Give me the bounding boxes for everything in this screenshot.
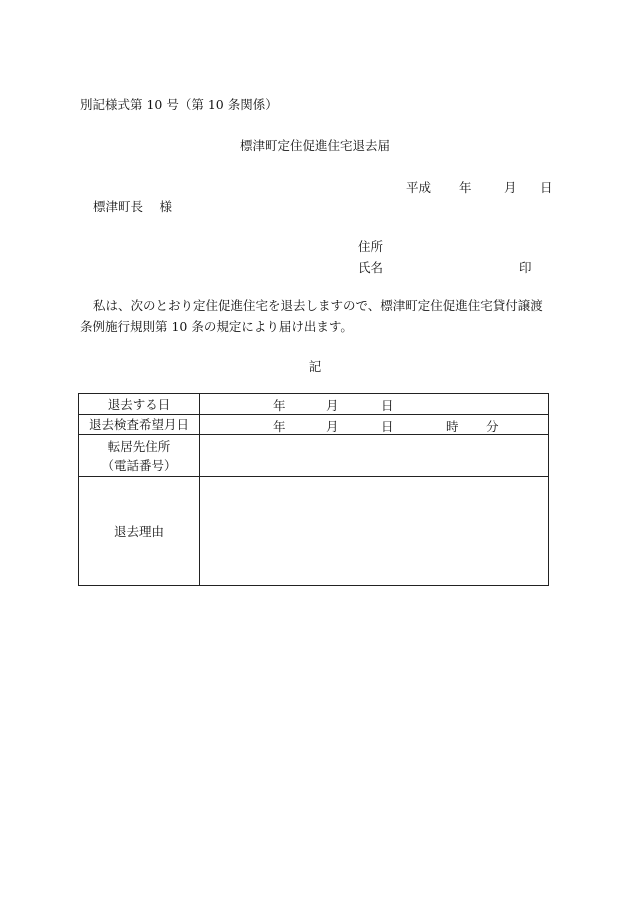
table-row: [79, 435, 549, 477]
address-label: 住所: [358, 239, 384, 254]
table-row: [79, 394, 549, 415]
moveout-reason-label: 退去理由: [79, 477, 200, 586]
body-paragraph: 私は、次のとおり定住促進住宅を退去しますので、標津町定住促進住宅貸付譲渡条例施行規則第 10 条の規定により届け出ます。: [80, 298, 543, 334]
moveout-date-field[interactable]: [200, 394, 549, 415]
ki-heading: 記: [308, 359, 322, 374]
hour-label: 時: [446, 419, 459, 434]
minute-label: 分: [486, 419, 499, 434]
year-label: 年: [273, 419, 286, 434]
inspection-date-field[interactable]: [200, 415, 549, 435]
month-label: 月: [504, 180, 517, 195]
new-address-label-line1: 転居先住所: [107, 438, 171, 454]
seal-mark: 印: [519, 260, 532, 275]
day-label: 日: [381, 419, 394, 434]
month-label: 月: [326, 398, 339, 413]
day-label: 日: [381, 398, 394, 413]
year-label: 年: [273, 398, 286, 413]
detail-table: [78, 393, 549, 586]
new-address-label: [79, 435, 200, 477]
document-title: 標津町定住促進住宅退去届: [239, 138, 390, 153]
moveout-date-label: 退去する日: [79, 394, 200, 415]
addressee: 標津町長 様: [93, 199, 172, 214]
year-label: 年: [459, 180, 472, 195]
month-label: 月: [326, 419, 339, 434]
era-label: 平成: [406, 180, 432, 195]
table-row: [79, 415, 549, 435]
phone-number-label: （電話番号）: [101, 457, 177, 473]
inspection-date-label: 退去検査希望月日: [79, 415, 200, 435]
new-address-field[interactable]: [200, 435, 549, 477]
moveout-reason-field[interactable]: [200, 477, 549, 586]
day-label: 日: [540, 180, 553, 195]
name-label: 氏名: [358, 260, 384, 275]
form-number: 別記様式第 10 号（第 10 条関係）: [80, 97, 278, 112]
table-row: [79, 477, 549, 586]
